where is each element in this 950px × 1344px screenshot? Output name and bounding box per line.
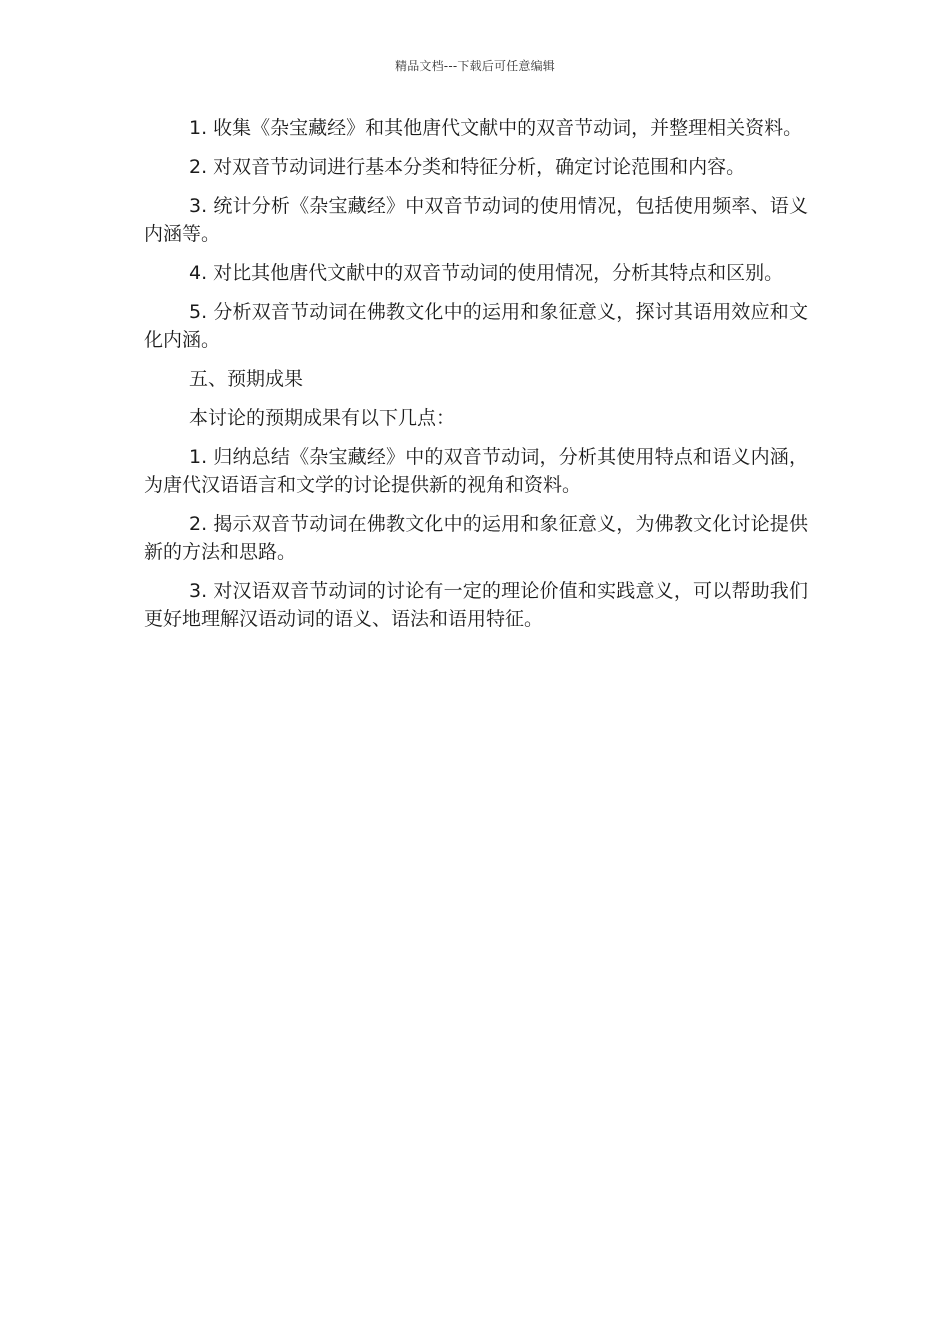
paragraph-task-2: 2. 对双音节动词进行基本分类和特征分析，确定讨论范围和内容。 xyxy=(189,156,746,178)
page-header: 精品文档---下载后可任意编辑 xyxy=(395,59,555,73)
paragraph-task-5: 5. 分析双音节动词在佛教文化中的运用和象征意义，探讨其语用效应和文化内涵。 xyxy=(144,301,808,351)
paragraph-result-2: 2. 揭示双音节动词在佛教文化中的运用和象征意义，为佛教文化讨论提供新的方法和思路。 xyxy=(144,513,808,563)
document-body xyxy=(144,114,808,644)
section-heading-expected-results: 五、预期成果 xyxy=(189,368,304,390)
paragraph-results-intro: 本讨论的预期成果有以下几点： xyxy=(189,407,456,429)
paragraph-task-4: 4. 对比其他唐代文献中的双音节动词的使用情况，分析其特点和区别。 xyxy=(189,262,784,284)
paragraph-result-3: 3. 对汉语双音节动词的讨论有一定的理论价值和实践意义，可以帮助我们更好地理解汉语动词的语义、语法和语用特征。 xyxy=(144,580,808,630)
paragraph-task-1: 1. 收集《杂宝藏经》和其他唐代文献中的双音节动词，并整理相关资料。 xyxy=(189,117,803,139)
paragraph-task-3: 3. 统计分析《杂宝藏经》中双音节动词的使用情况，包括使用频率、语义内涵等。 xyxy=(144,195,808,245)
paragraph-result-1: 1. 归纳总结《杂宝藏经》中的双音节动词，分析其使用特点和语义内涵，为唐代汉语语言和文学的讨论提供新的视角和资料。 xyxy=(144,446,808,496)
